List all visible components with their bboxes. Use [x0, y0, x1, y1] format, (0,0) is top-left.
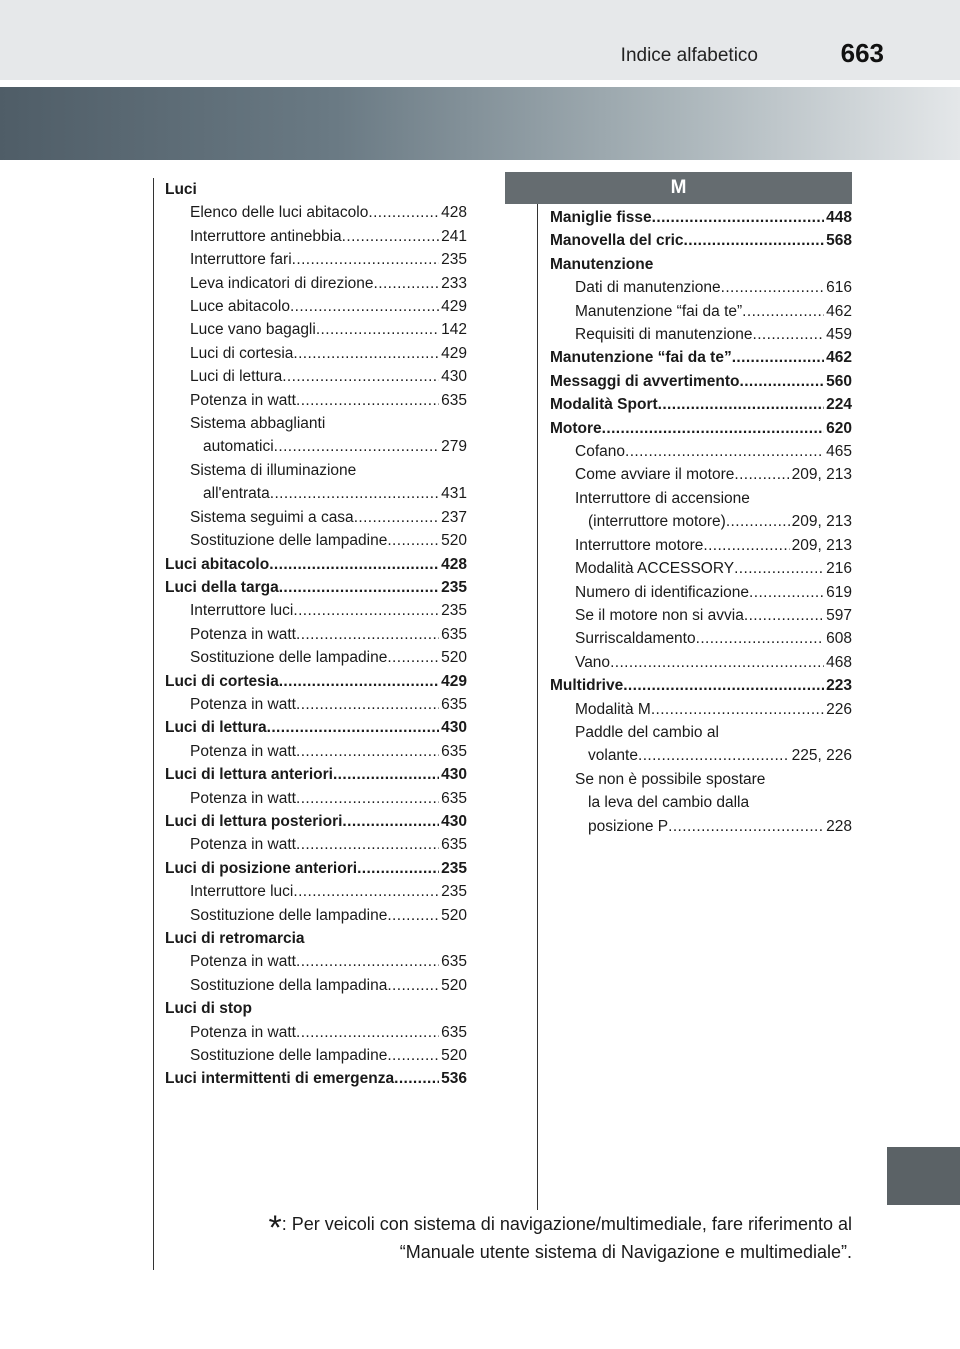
entry-page: 209, 213: [791, 536, 852, 554]
index-sub-entry: [165, 365, 467, 388]
entry-page: 608: [826, 630, 852, 648]
entry-page: 430: [441, 368, 467, 386]
dot-leader: [703, 534, 789, 557]
entry-text: Luce vano bagagli: [190, 321, 316, 339]
dot-leader: [734, 463, 789, 486]
dot-leader: [296, 740, 439, 763]
index-sub-entry: [165, 1021, 467, 1044]
entry-text: Sistema abbaglianti: [190, 415, 326, 433]
entry-text: all'entrata: [203, 485, 270, 503]
entry-text: Multidrive: [550, 677, 624, 695]
index-main-entry: [550, 346, 852, 369]
dot-leader: [652, 206, 824, 229]
header-title: Indice alfabetico: [620, 45, 758, 66]
dot-leader: [282, 365, 439, 388]
dot-leader: [740, 370, 825, 393]
entry-page: 462: [826, 349, 852, 367]
footnote-text-1: : Per veicoli con sistema di navigazione/multimediale, fare riferimento al: [281, 1214, 852, 1234]
dot-leader: [623, 674, 824, 697]
index-sub-entry: [550, 744, 852, 767]
dot-leader: [610, 651, 824, 674]
index-sub-entry: [550, 815, 852, 838]
entry-page: 235: [441, 859, 467, 877]
dot-leader: [296, 950, 439, 973]
dot-leader: [387, 974, 439, 997]
dot-leader: [267, 716, 440, 739]
entry-page: 226: [826, 700, 852, 718]
entry-page: 635: [441, 953, 467, 971]
index-sub-entry: [165, 529, 467, 552]
entry-page: 235: [441, 251, 467, 269]
entry-page: 597: [826, 606, 852, 624]
index-sub-entry: [550, 651, 852, 674]
dot-leader: [742, 300, 824, 323]
entry-page: 520: [441, 1047, 467, 1065]
entry-text: Se il motore non si avvia: [575, 606, 744, 624]
entry-page: 560: [826, 372, 852, 390]
index-sub-entry: [165, 599, 467, 622]
index-sub-entry: [165, 295, 467, 318]
entry-text: Sostituzione della lampadina: [190, 976, 388, 994]
entry-text: Messaggi di avvertimento: [550, 372, 740, 390]
dot-leader: [387, 646, 439, 669]
dot-leader: [726, 510, 790, 533]
entry-text: Potenza in watt: [190, 742, 296, 760]
entry-page: 430: [441, 719, 467, 737]
footnote-line-1: [268, 1209, 853, 1247]
header-banner: [0, 87, 960, 160]
index-sub-entry: [550, 698, 852, 721]
entry-text: Luci di cortesia: [165, 672, 279, 690]
index-sub-entry: [165, 389, 467, 412]
entry-text: Interruttore di accensione: [575, 489, 750, 507]
index-sub-entry: [550, 323, 852, 346]
entry-page: 223: [826, 677, 852, 695]
entry-text: Manutenzione “fai da te”: [575, 302, 743, 320]
entry-text: Manutenzione: [550, 255, 654, 273]
entry-text: Interruttore fari: [190, 251, 292, 269]
dot-leader: [269, 553, 439, 576]
column-divider: [537, 204, 538, 1210]
dot-leader: [342, 225, 439, 248]
dot-leader: [296, 623, 439, 646]
dot-leader: [290, 295, 439, 318]
index-sub-entry: [550, 557, 852, 580]
entry-page: 635: [441, 742, 467, 760]
section-letter-header: M: [505, 172, 852, 204]
index-sub-entry: [550, 604, 852, 627]
entry-text: Maniglie fisse: [550, 209, 652, 226]
index-sub-entry: [550, 768, 852, 791]
dot-leader: [316, 318, 439, 341]
index-sub-entry: [550, 276, 852, 299]
footnote-star: *: [268, 1209, 282, 1247]
dot-leader: [749, 581, 824, 604]
entry-text: Surriscaldamento: [575, 630, 696, 648]
dot-leader: [296, 389, 439, 412]
entry-page: 635: [441, 391, 467, 409]
index-main-entry: [165, 997, 467, 1020]
entry-text: Motore: [550, 419, 602, 437]
entry-text: Modalità Sport: [550, 396, 658, 414]
entry-text: Elenco delle luci abitacolo: [190, 204, 369, 222]
index-sub-entry: [550, 581, 852, 604]
dot-leader: [342, 810, 439, 833]
index-main-entry: [550, 370, 852, 393]
entry-page: 228: [826, 817, 852, 835]
dot-leader: [394, 1067, 439, 1090]
entry-text: Luci della targa: [165, 578, 279, 596]
index-main-entry: [165, 857, 467, 880]
page-header-band: [0, 0, 960, 80]
entry-text: Numero di identificazione: [575, 583, 750, 601]
index-sub-entry: [165, 693, 467, 716]
dot-leader: [684, 229, 825, 252]
entry-text: Interruttore motore: [575, 536, 704, 554]
index-sub-entry: [165, 248, 467, 271]
entry-page: 619: [826, 583, 852, 601]
dot-leader: [274, 435, 439, 458]
entry-page: 235: [441, 602, 467, 620]
dot-leader: [721, 276, 825, 299]
index-main-entry: [550, 229, 852, 252]
entry-text: Luce abitacolo: [190, 298, 290, 316]
index-sub-entry: [165, 787, 467, 810]
entry-text: Modalità ACCESSORY: [575, 560, 735, 578]
entry-page: 216: [826, 560, 852, 578]
entry-text: Cofano: [575, 443, 625, 461]
entry-text: Come avviare il motore: [575, 466, 735, 484]
dot-leader: [293, 880, 439, 903]
entry-page: 237: [441, 508, 467, 526]
index-main-entry: [165, 716, 467, 739]
entry-page: 429: [441, 298, 467, 316]
entry-page: 635: [441, 789, 467, 807]
entry-page: 241: [441, 227, 467, 245]
dot-leader: [387, 529, 439, 552]
entry-page: 142: [441, 321, 467, 339]
index-main-entry: [165, 810, 467, 833]
index-sub-entry: [550, 487, 852, 510]
index-sub-entry: [165, 435, 467, 458]
index-sub-entry: [550, 440, 852, 463]
entry-text: Potenza in watt: [190, 1023, 296, 1041]
dot-leader: [734, 557, 824, 580]
entry-page: 428: [441, 204, 467, 222]
entry-page: 520: [441, 532, 467, 550]
dot-leader: [387, 1044, 439, 1067]
entry-page: 459: [826, 326, 852, 344]
dot-leader: [292, 248, 439, 271]
entry-text: Manutenzione “fai da te”: [550, 349, 732, 367]
entry-page: 520: [441, 649, 467, 667]
footnote-line-2: “Manuale utente sistema di Navigazione e multimediale”.: [399, 1242, 852, 1262]
dot-leader: [357, 857, 439, 880]
index-sub-entry: [550, 510, 852, 533]
entry-text: Luci di lettura posteriori: [165, 812, 343, 830]
entry-page: 431: [441, 485, 467, 503]
dot-leader: [333, 763, 439, 786]
entry-text: Luci di retromarcia: [165, 930, 305, 947]
entry-page: 536: [441, 1070, 467, 1088]
index-sub-entry: [165, 880, 467, 903]
index-sub-entry: [165, 412, 467, 435]
entry-text: automatici: [203, 438, 274, 456]
dot-leader: [270, 482, 439, 505]
dot-leader: [354, 506, 439, 529]
entry-text: Luci abitacolo: [165, 555, 270, 573]
index-sub-entry: [165, 950, 467, 973]
entry-text: Luci di cortesia: [190, 344, 294, 362]
dot-leader: [744, 604, 824, 627]
index-main-entry: [550, 393, 852, 416]
entry-text: Sostituzione delle lampadine: [190, 906, 388, 924]
entry-text: Sistema seguimi a casa: [190, 508, 354, 526]
index-sub-entry: [165, 459, 467, 482]
entry-page: 233: [441, 274, 467, 292]
dot-leader: [279, 576, 439, 599]
entry-text: Vano: [575, 653, 611, 671]
entry-text: Luci intermittenti di emergenza: [165, 1070, 395, 1088]
entry-text: posizione P: [588, 817, 669, 835]
dot-leader: [658, 393, 824, 416]
entry-page: 635: [441, 695, 467, 713]
entry-page: 465: [826, 443, 852, 461]
dot-leader: [279, 670, 439, 693]
entry-text: la leva del cambio dalla: [588, 794, 750, 812]
entry-page: 429: [441, 672, 467, 690]
entry-text: Requisiti di manutenzione: [575, 326, 753, 344]
entry-text: Modalità M: [575, 700, 651, 718]
dot-leader: [374, 272, 440, 295]
dot-leader: [293, 599, 439, 622]
entry-page: 279: [441, 438, 467, 456]
entry-page: 235: [441, 883, 467, 901]
entry-page: 448: [826, 209, 852, 226]
dot-leader: [293, 342, 439, 365]
entry-text: Interruttore antinebbia: [190, 227, 342, 245]
entry-text: Sostituzione delle lampadine: [190, 1047, 388, 1065]
index-sub-entry: [165, 623, 467, 646]
dot-leader: [638, 744, 790, 767]
entry-page: 520: [441, 906, 467, 924]
entry-text: Potenza in watt: [190, 625, 296, 643]
left-column-rule: [153, 178, 154, 1270]
index-main-entry: [165, 576, 467, 599]
chapter-side-tab: [887, 1147, 960, 1205]
entry-text: Sostituzione delle lampadine: [190, 649, 388, 667]
entry-text: Paddle del cambio al: [575, 723, 719, 741]
entry-text: (interruttore motore): [588, 513, 726, 531]
index-main-entry: [550, 674, 852, 697]
index-main-entry: [550, 206, 852, 229]
entry-text: Luci di lettura: [190, 368, 283, 386]
entry-text: Dati di manutenzione: [575, 279, 721, 297]
index-main-entry: [165, 763, 467, 786]
index-sub-entry: [165, 201, 467, 224]
dot-leader: [732, 346, 824, 369]
dot-leader: [696, 627, 825, 650]
entry-text: Leva indicatori di direzione: [190, 274, 374, 292]
index-main-entry: [165, 178, 467, 201]
index-sub-entry: [165, 740, 467, 763]
dot-leader: [296, 833, 439, 856]
dot-leader: [296, 693, 439, 716]
index-sub-entry: [550, 627, 852, 650]
dot-leader: [296, 787, 439, 810]
index-sub-entry: [165, 833, 467, 856]
entry-text: Potenza in watt: [190, 391, 296, 409]
entry-page: 635: [441, 1023, 467, 1041]
entry-text: Sostituzione delle lampadine: [190, 532, 388, 550]
index-main-entry: [165, 670, 467, 693]
entry-text: Luci di posizione anteriori: [165, 859, 358, 877]
footnote: [269, 1210, 853, 1266]
index-main-entry: [165, 927, 467, 950]
entry-text: volante: [588, 747, 638, 765]
entry-page: 430: [441, 812, 467, 830]
index-main-entry: [165, 553, 467, 576]
dot-leader: [387, 904, 439, 927]
index-sub-entry: [550, 534, 852, 557]
index-sub-entry: [165, 342, 467, 365]
index-sub-entry: [165, 646, 467, 669]
entry-text: Potenza in watt: [190, 789, 296, 807]
index-sub-entry: [550, 463, 852, 486]
index-sub-entry: [165, 272, 467, 295]
entry-text: Manovella del cric: [550, 232, 684, 250]
entry-page: 235: [441, 578, 467, 596]
entry-text: Interruttore luci: [190, 602, 294, 620]
entry-text: Potenza in watt: [190, 953, 296, 971]
entry-page: 209, 213: [791, 513, 852, 531]
entry-page: 635: [441, 836, 467, 854]
index-sub-entry: [165, 904, 467, 927]
entry-page: 616: [826, 279, 852, 297]
index-left-column: [165, 178, 467, 1091]
entry-page: 568: [826, 232, 852, 250]
entry-page: 468: [826, 653, 852, 671]
entry-text: Luci di lettura: [165, 719, 267, 737]
entry-page: 635: [441, 625, 467, 643]
dot-leader: [602, 417, 824, 440]
index-right-column: [550, 206, 852, 838]
entry-page: 209, 213: [791, 466, 852, 484]
entry-text: Potenza in watt: [190, 836, 296, 854]
dot-leader: [651, 698, 824, 721]
entry-page: 430: [441, 766, 467, 784]
index-main-entry: [550, 417, 852, 440]
entry-page: 620: [826, 419, 852, 437]
dot-leader: [368, 201, 439, 224]
index-sub-entry: [550, 300, 852, 323]
index-main-entry: [550, 253, 852, 276]
index-main-entry: [165, 1067, 467, 1090]
index-sub-entry: [550, 791, 852, 814]
entry-page: 429: [441, 344, 467, 362]
dot-leader: [296, 1021, 439, 1044]
entry-page: 428: [441, 555, 467, 573]
entry-text: Se non è possibile spostare: [575, 770, 766, 788]
entry-page: 225, 226: [791, 747, 852, 765]
entry-text: Interruttore luci: [190, 883, 294, 901]
dot-leader: [668, 815, 824, 838]
entry-page: 462: [826, 302, 852, 320]
index-sub-entry: [165, 1044, 467, 1067]
page-number: 663: [840, 38, 884, 68]
entry-text: Potenza in watt: [190, 695, 296, 713]
entry-text: Luci di stop: [165, 1000, 252, 1018]
index-sub-entry: [165, 974, 467, 997]
index-sub-entry: [550, 721, 852, 744]
index-sub-entry: [165, 482, 467, 505]
dot-leader: [753, 323, 825, 346]
entry-text: Sistema di illuminazione: [190, 461, 357, 479]
entry-text: Luci: [165, 181, 197, 198]
index-sub-entry: [165, 506, 467, 529]
entry-page: 520: [441, 976, 467, 994]
entry-text: Luci di lettura anteriori: [165, 766, 333, 784]
index-sub-entry: [165, 225, 467, 248]
dot-leader: [625, 440, 824, 463]
index-sub-entry: [165, 318, 467, 341]
entry-page: 224: [826, 396, 852, 414]
